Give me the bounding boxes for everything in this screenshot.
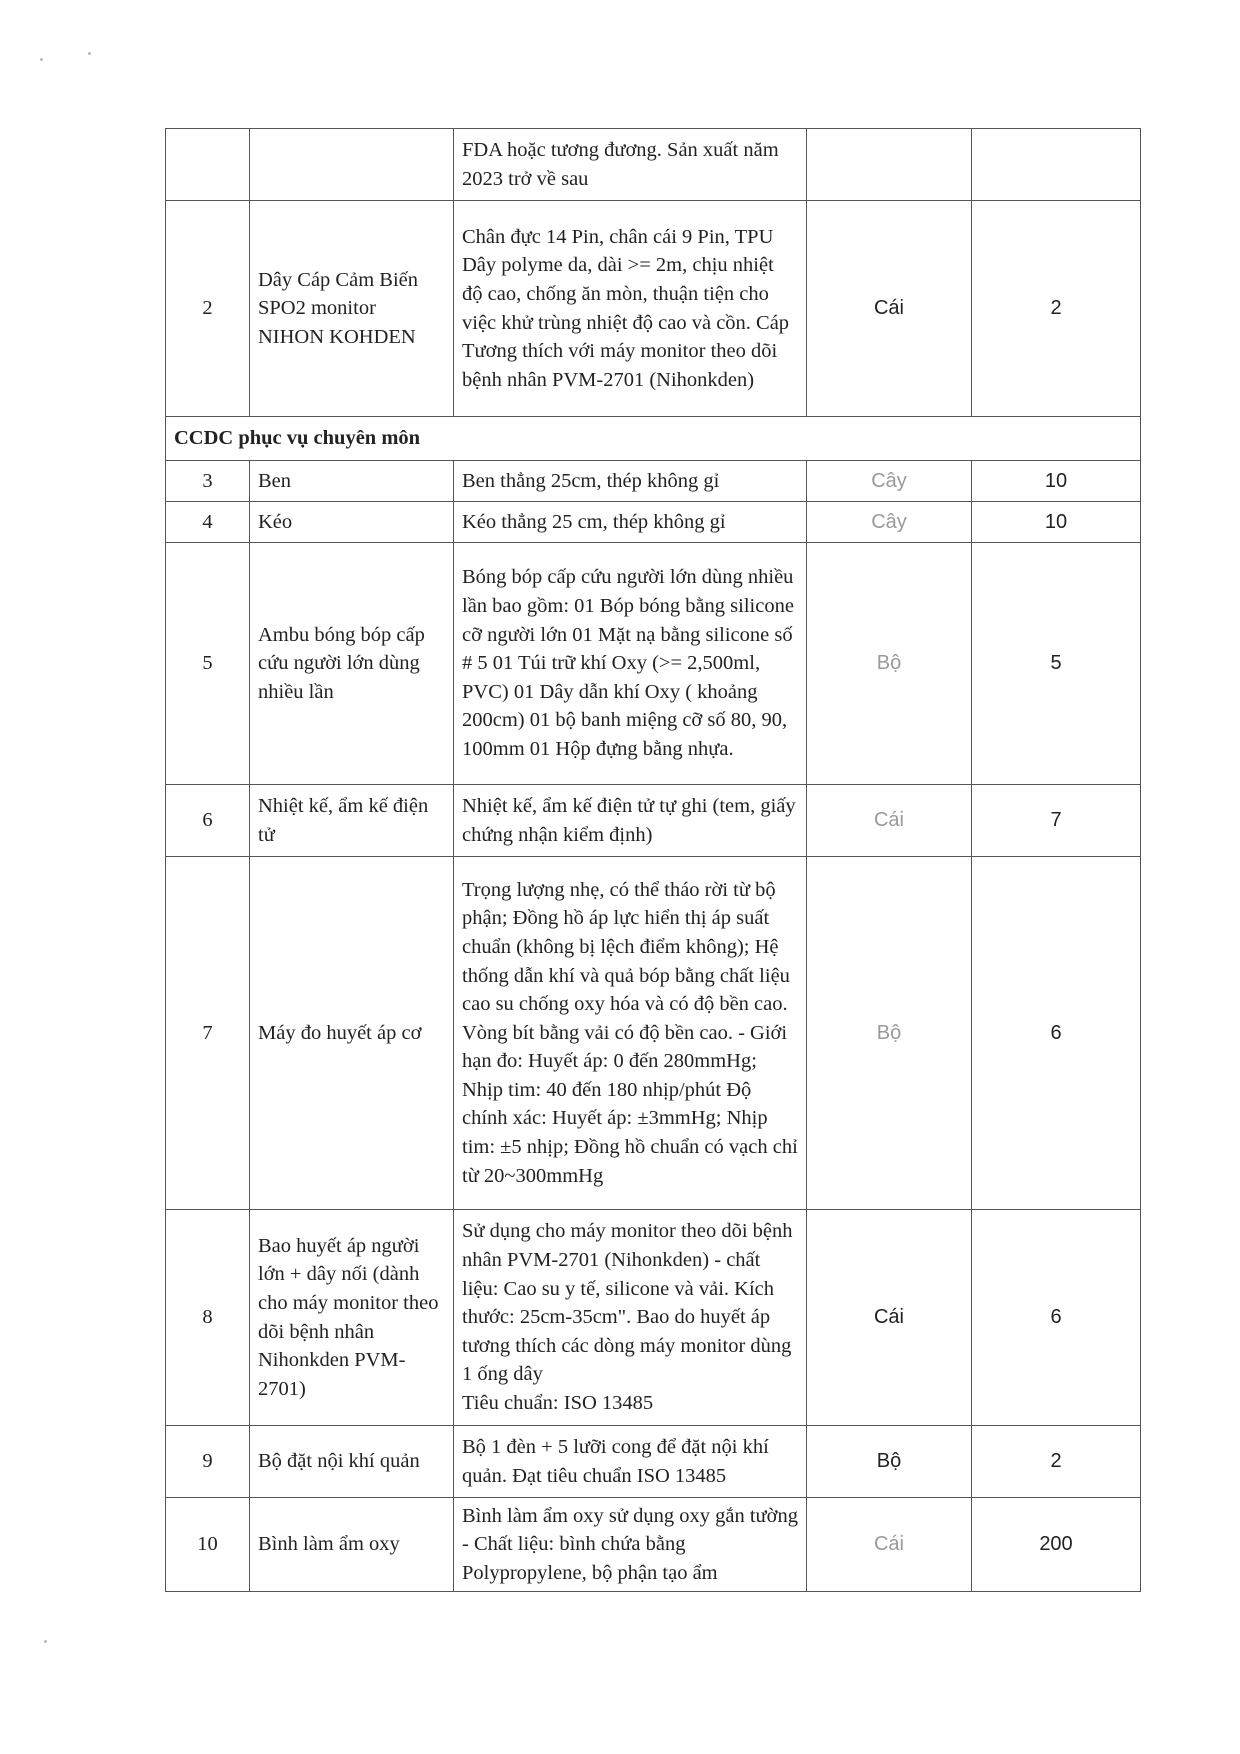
row-description: Kéo thẳng 25 cm, thép không gỉ <box>454 502 807 543</box>
row-unit: Bộ <box>807 1426 972 1498</box>
row-name: Bình làm ẩm oxy <box>250 1498 454 1592</box>
table-row <box>166 543 1141 785</box>
row-name: Dây Cáp Cảm Biến SPO2 monitor NIHON KOHDEN <box>250 201 454 417</box>
row-stt: 5 <box>166 543 250 785</box>
row-unit: Bộ <box>807 543 972 785</box>
table-row <box>166 129 1141 201</box>
section-header-row <box>166 417 1141 461</box>
row-name: Ambu bóng bóp cấp cứu người lớn dùng nhiều lần <box>250 543 454 785</box>
scan-speck <box>44 1640 47 1643</box>
equipment-table <box>165 128 1141 1592</box>
row-quantity <box>972 129 1141 201</box>
row-description: Chân đực 14 Pin, chân cái 9 Pin, TPU Dây polyme da, dài >= 2m, chịu nhiệt độ cao, chống ăn mòn, thuận tiện cho việc khử trùng nhiệt độ cao và cồn. Cáp Tương thích với máy monitor theo dõi bệnh nhân PVM-2701 (Nihonkden) <box>454 201 807 417</box>
row-stt: 8 <box>166 1210 250 1426</box>
row-stt <box>166 129 250 201</box>
scan-speck <box>88 52 91 55</box>
table-row <box>166 461 1141 502</box>
row-name: Bao huyết áp người lớn + dây nối (dành cho máy monitor theo dõi bệnh nhân Nihonkden PVM-2701) <box>250 1210 454 1426</box>
row-unit: Bộ <box>807 857 972 1210</box>
row-unit: Cái <box>807 201 972 417</box>
row-description: Bóng bóp cấp cứu người lớn dùng nhiều lần bao gồm: 01 Bóp bóng bằng silicone cỡ người lớn 01 Mặt nạ bằng silicone số # 5 01 Túi trữ khí Oxy (>= 2,500ml, PVC) 01 Dây dẫn khí Oxy ( khoảng 200cm) 01 bộ banh miệng cỡ số 80, 90, 100mm 01 Hộp đựng bằng nhựa. <box>454 543 807 785</box>
row-name <box>250 129 454 201</box>
table-row <box>166 857 1141 1210</box>
row-unit <box>807 129 972 201</box>
row-quantity: 10 <box>972 461 1141 502</box>
row-name: Nhiệt kế, ẩm kế điện tử <box>250 785 454 857</box>
table-row <box>166 502 1141 543</box>
row-quantity: 10 <box>972 502 1141 543</box>
row-unit: Cái <box>807 1210 972 1426</box>
row-description: Trọng lượng nhẹ, có thể tháo rời từ bộ phận; Đồng hồ áp lực hiển thị áp suất chuẩn (không bị lệch điểm không); Hệ thống dẫn khí và quả bóp bằng chất liệu cao su chống oxy hóa và có độ bền cao. Vòng bít bằng vải có độ bền cao. - Giới hạn đo: Huyết áp: 0 đến 280mmHg; Nhịp tim: 40 đến 180 nhịp/phút Độ chính xác: Huyết áp: ±3mmHg; Nhịp tim: ±5 nhịp; Đồng hồ chuẩn có vạch chỉ từ 20~300mmHg <box>454 857 807 1210</box>
row-stt: 9 <box>166 1426 250 1498</box>
row-description: Bộ 1 đèn + 5 lưỡi cong để đặt nội khí quản. Đạt tiêu chuẩn ISO 13485 <box>454 1426 807 1498</box>
row-stt: 7 <box>166 857 250 1210</box>
row-description: FDA hoặc tương đương. Sản xuất năm 2023 trở về sau <box>454 129 807 201</box>
row-quantity: 2 <box>972 201 1141 417</box>
table-row <box>166 1426 1141 1498</box>
row-stt: 6 <box>166 785 250 857</box>
row-description: Bình làm ẩm oxy sử dụng oxy gắn tường - Chất liệu: bình chứa bằng Polypropylene, bộ phận tạo ẩm <box>454 1498 807 1592</box>
row-name: Bộ đặt nội khí quản <box>250 1426 454 1498</box>
row-name: Máy đo huyết áp cơ <box>250 857 454 1210</box>
row-unit: Cái <box>807 785 972 857</box>
row-description <box>454 1210 807 1426</box>
row-unit: Cây <box>807 502 972 543</box>
row-name: Ben <box>250 461 454 502</box>
row-stt: 3 <box>166 461 250 502</box>
row-quantity: 6 <box>972 857 1141 1210</box>
row-description: Nhiệt kế, ẩm kế điện tử tự ghi (tem, giấy chứng nhận kiểm định) <box>454 785 807 857</box>
row-unit: Cái <box>807 1498 972 1592</box>
row-description-text: Sử dụng cho máy monitor theo dõi bệnh nhân PVM-2701 (Nihonkden) - chất liệu: Cao su y tế, silicone và vải. Kích thước: 25cm-35cm". Bao do huyết áp tương thích các dòng máy monitor dùng 1 ống dây <box>462 1220 793 1386</box>
section-title: CCDC phục vụ chuyên môn <box>166 417 1141 461</box>
row-name: Kéo <box>250 502 454 543</box>
row-description: Ben thẳng 25cm, thép không gỉ <box>454 461 807 502</box>
table-row <box>166 785 1141 857</box>
row-quantity: 200 <box>972 1498 1141 1592</box>
row-quantity: 5 <box>972 543 1141 785</box>
row-quantity: 2 <box>972 1426 1141 1498</box>
row-stt: 10 <box>166 1498 250 1592</box>
row-stt: 4 <box>166 502 250 543</box>
scan-speck <box>40 58 43 61</box>
table-row <box>166 1498 1141 1592</box>
row-quantity: 6 <box>972 1210 1141 1426</box>
row-quantity: 7 <box>972 785 1141 857</box>
row-stt: 2 <box>166 201 250 417</box>
table-row <box>166 1210 1141 1426</box>
row-description-standard: Tiêu chuẩn: ISO 13485 <box>462 1391 654 1414</box>
row-unit: Cây <box>807 461 972 502</box>
table-row <box>166 201 1141 417</box>
